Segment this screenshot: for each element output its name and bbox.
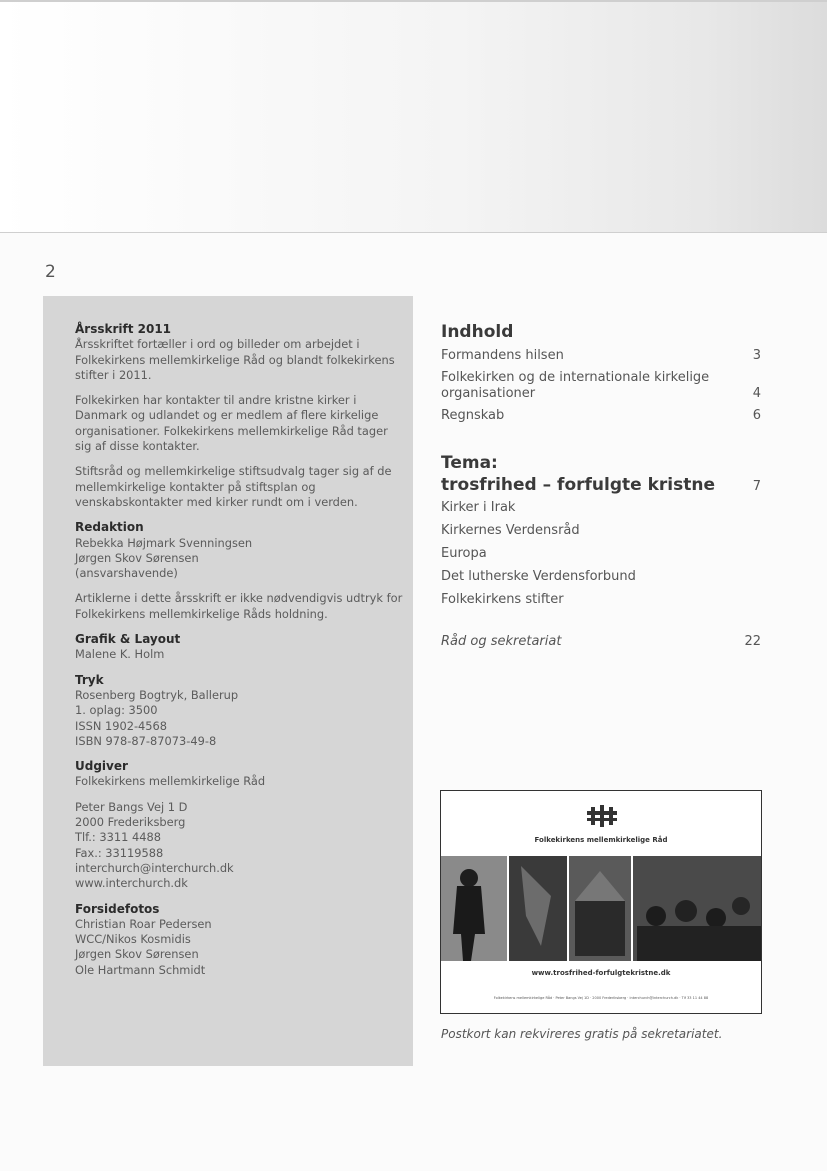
colophon-para3: Stiftsråd og mellemkirkelige stiftsudvalg tager sig af de mellemkirkelige kontakter på stiftsplan og venskabskontakter med kirker rundt om i verden. bbox=[75, 464, 392, 509]
photographer: Christian Roar Pedersen bbox=[75, 916, 212, 931]
toc-item-title: Formandens hilsen bbox=[441, 348, 564, 363]
tema-item: Kirker i Irak bbox=[441, 500, 516, 515]
photographer: WCC/Nikos Kosmidis bbox=[75, 932, 191, 947]
tema-title bbox=[441, 474, 761, 496]
tryk-line: Rosenberg Bogtryk, Ballerup bbox=[75, 687, 239, 702]
raad-page: 22 bbox=[744, 634, 761, 649]
tema-section bbox=[441, 452, 761, 615]
toc-item bbox=[441, 370, 761, 402]
page-number: 2 bbox=[45, 262, 56, 282]
tema-item: Europa bbox=[441, 546, 487, 561]
email: interchurch@interchurch.dk bbox=[75, 860, 234, 875]
address-line: Fax.: 33119588 bbox=[75, 845, 164, 860]
photographer: Ole Hartmann Schmidt bbox=[75, 962, 206, 977]
redaktion-line: Jørgen Skov Sørensen bbox=[75, 550, 199, 565]
postcard-photos bbox=[441, 856, 761, 961]
tryk-line: ISSN 1902-4568 bbox=[75, 718, 168, 733]
tema-item: Folkekirkens stifter bbox=[441, 592, 564, 607]
postcard-caption: Postkort kan rekvireres gratis på sekretariatet. bbox=[441, 1027, 723, 1041]
tema-page: 7 bbox=[752, 479, 761, 494]
udgiver-name: Folkekirkens mellemkirkelige Råd bbox=[75, 774, 266, 789]
postcard-url: www.trosfrihed-forfulgtekristne.dk bbox=[531, 969, 671, 977]
tryk-line: ISBN 978-87-87073-49-8 bbox=[75, 733, 217, 748]
toc-item-page: 4 bbox=[752, 386, 761, 401]
address-line: 2000 Frederiksberg bbox=[75, 815, 186, 830]
redaktion-line: (ansvarshavende) bbox=[75, 566, 178, 581]
udgiver-heading: Udgiver bbox=[75, 759, 128, 774]
postcard-org-name: Folkekirkens mellemkirkelige Råd bbox=[534, 836, 668, 844]
toc-item bbox=[441, 408, 761, 424]
colophon-intro: Årsskriftet fortæller i ord og billeder om arbejdet i Folkekirkens mellemkirkelige Råd og blandt folkekirkens stifter i 2011. bbox=[75, 337, 395, 382]
toc-item-page: 6 bbox=[752, 408, 761, 423]
redaktion-heading: Redaktion bbox=[75, 520, 144, 535]
toc-item-title: Folkekirken og de internationale kirkelige organisationer bbox=[441, 370, 710, 401]
photographer: Jørgen Skov Sørensen bbox=[75, 947, 199, 962]
colophon-panel bbox=[43, 296, 413, 1066]
tryk-heading: Tryk bbox=[75, 672, 104, 687]
postcard-image bbox=[440, 790, 762, 1014]
raad-title: Råd og sekretariat bbox=[441, 634, 562, 649]
grafik-name: Malene K. Holm bbox=[75, 647, 165, 662]
top-scan-band bbox=[0, 0, 827, 233]
tema-item: Kirkernes Verdensråd bbox=[441, 523, 580, 538]
toc-item bbox=[441, 348, 761, 364]
toc-item-page: 3 bbox=[752, 348, 761, 363]
address-line: Peter Bangs Vej 1 D bbox=[75, 799, 188, 814]
disclaimer: Artiklerne i dette årsskrift er ikke nødvendigvis udtryk for Folkekirkens mellemkirkelige Råds holdning. bbox=[75, 591, 403, 621]
colophon-para2: Folkekirken har kontakter til andre kristne kirker i Danmark og udlandet og er medlem af flere kirkelige organisationer. Folkekirkens mellemkirkelige Råd tager sig af disse kontakter. bbox=[75, 393, 388, 454]
toc-item-title: Regnskab bbox=[441, 408, 505, 423]
grafik-heading: Grafik & Layout bbox=[75, 632, 181, 647]
postcard-footer: Folkekirkens mellemkirkelige Råd · Peter Bangs Vej 1D · 2000 Frederiksberg · interchurch@interchurch.dk · Tlf 33 11 44 88 bbox=[493, 996, 709, 1000]
website: www.interchurch.dk bbox=[75, 876, 188, 891]
toc-heading: Indhold bbox=[441, 322, 514, 342]
raad-row bbox=[441, 634, 761, 649]
tema-title-text: trosfrihed – forfulgte kristne bbox=[441, 475, 715, 495]
forside-heading: Forsidefotos bbox=[75, 901, 160, 916]
church-logo-icon bbox=[584, 805, 620, 827]
address-line: Tlf.: 3311 4488 bbox=[75, 830, 161, 845]
tryk-line: 1. oplag: 3500 bbox=[75, 703, 158, 718]
tema-item: Det lutherske Verdensforbund bbox=[441, 569, 636, 584]
table-of-contents bbox=[441, 322, 761, 430]
colophon-title: Årsskrift 2011 bbox=[75, 322, 172, 336]
tema-label: Tema: bbox=[441, 453, 498, 473]
redaktion-line: Rebekka Højmark Svenningsen bbox=[75, 535, 253, 550]
